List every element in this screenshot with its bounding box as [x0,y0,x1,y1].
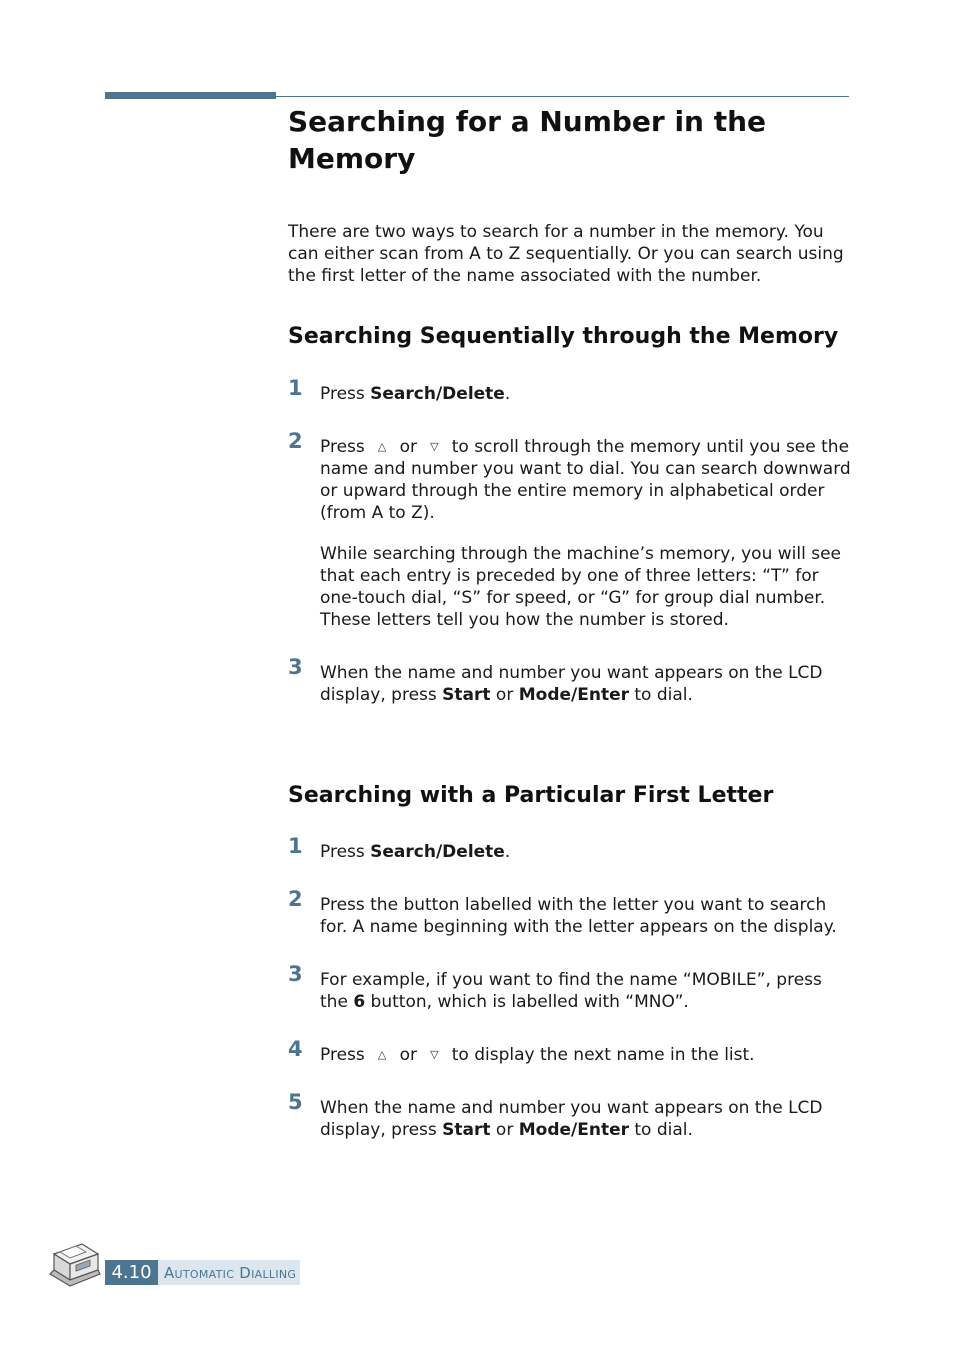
header-rule-thick [105,92,276,99]
page-footer [46,1240,346,1296]
up-arrow-icon: △ [377,1048,387,1061]
step-item: 4 Press △ or ▽ to display the next name in the list. [288,1037,755,1065]
step-item: 3 For example, if you want to find the name “MOBILE”, press the 6 button, which is labelled with “MNO”. [288,962,822,1012]
fax-machine-icon [46,1240,102,1292]
section-heading-sequential: Searching Sequentially through the Memory [288,324,839,349]
intro-paragraph: There are two ways to search for a number in the memory. You can either scan from A to Z sequentially. Or you can search using the first letter of the name associated with the number. [288,222,844,286]
key-name: Start [442,1120,491,1140]
step-number: 2 [288,887,303,911]
header-rule-thin [276,96,849,97]
step-number: 1 [288,834,303,858]
page-number: 4.10 [105,1260,158,1285]
down-arrow-icon: ▽ [430,1048,439,1061]
steps-first-letter [288,834,852,1141]
step-number: 3 [288,962,303,986]
key-name: Mode/Enter [518,685,629,705]
key-name: Mode/Enter [518,1120,629,1140]
key-name: 6 [353,992,366,1012]
step-note: While searching through the machine’s memory, you will see that each entry is preceded by one of three letters: “T” for one-touch dial, “S” for speed, or “G” for group dial number. These letters tell you how the number is stored. [320,544,842,630]
step-number: 5 [288,1090,303,1114]
step-item: 5 When the name and number you want appears on the LCD display, press Start or Mode/Enter to dial. [288,1090,823,1140]
up-arrow-icon: △ [377,440,387,453]
step-number: 2 [288,429,303,453]
key-name: Search/Delete [370,384,505,404]
steps-sequential [288,376,852,706]
step-number: 3 [288,655,303,679]
key-name: Start [442,685,491,705]
step-number: 4 [288,1037,303,1061]
down-arrow-icon: ▽ [430,440,439,453]
step-item: 3 When the name and number you want appears on the LCD display, press Start or Mode/Enter to dial. [288,655,823,705]
section-heading-first-letter: Searching with a Particular First Letter [288,783,774,808]
page-content [288,103,852,1172]
key-name: Search/Delete [370,842,505,862]
step-item: 1 Press Search/Delete. [288,376,511,404]
step-item: 1 Press Search/Delete. [288,834,511,862]
step-number: 1 [288,376,303,400]
section-name: Automatic Dialling [158,1260,300,1285]
step-item: 2 Press △ or ▽ to scroll through the memory until you see the name and number you want to dial. You can search downward or upward through the entire memory in alphabetical order (from A to Z). While searching through the machine’s memory, you will see that each entry is preceded by one of three letters: “T” for one-touch dial, “S” for speed, or “G” for group dial number. These letters tell you how the number is stored. [288,429,851,630]
step-item: 2 Press the button labelled with the letter you want to search for. A name beginning with the letter appears on the display. [288,887,837,937]
page-title: Searching for a Number in the Memory [288,105,767,175]
